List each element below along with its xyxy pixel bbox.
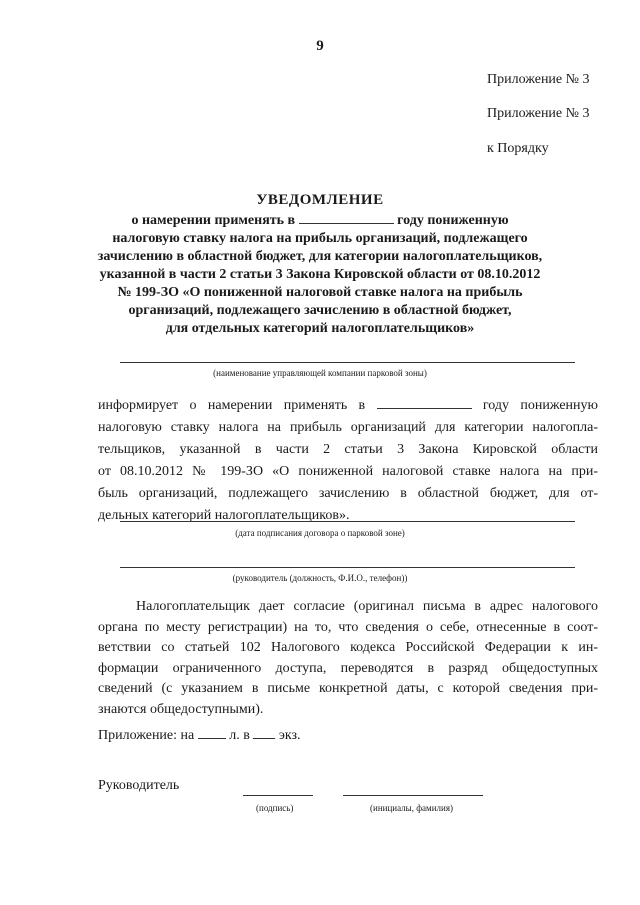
body-line-6: дельных категорий налогоплательщиков».	[98, 508, 350, 523]
consent-line-5: сведений (с указанием в письме конкретной даты, с которой сведения при-	[98, 681, 598, 696]
signature-caption: (подпись)	[256, 803, 294, 813]
body-line-1: информирует о намерении применять в году пониженную	[98, 398, 598, 413]
signature-line	[243, 795, 313, 796]
body-line-2: налоговую ставку налога на прибыль организаций для категории налогопла-	[98, 420, 598, 435]
signatory-label: Руководитель	[98, 778, 180, 793]
company-name-caption: (наименование управляющей компании парковой зоны)	[213, 368, 427, 378]
consent-line-4: формации ограниченного доступа, переводятся в разряд общедоступных	[98, 660, 598, 676]
body-line-3: тельщиков, указанной в части 2 статьи 3 Закона Кировской области	[98, 442, 598, 457]
order-reference: к Порядку	[487, 141, 549, 156]
subtitle-line-6: организаций, подлежащего зачислению в областной бюджет,	[128, 303, 512, 318]
manager-line	[120, 567, 575, 568]
subtitle-line-3: зачислению в областной бюджет, для категории налогоплательщиков,	[97, 249, 543, 264]
consent-line-1: Налогоплательщик дает согласие (оригинал письма в адрес налогового	[136, 599, 598, 614]
document-title: УВЕДОМЛЕНИЕ	[256, 192, 384, 208]
subtitle-line-4: указанной в части 2 статьи 3 Закона Кировской области от 08.10.2012	[99, 267, 541, 282]
subtitle-line-1: о намерении применять в году пониженную	[131, 213, 509, 228]
appendix-label-1: Приложение № 3	[487, 72, 590, 87]
initials-line	[343, 795, 483, 796]
attachment-line: Приложение: на л. в экз.	[98, 728, 301, 743]
contract-date-line	[120, 521, 575, 522]
consent-line-2: органа по месту регистрации) на то, что сведения о себе, отнесенные в соот-	[98, 619, 598, 635]
manager-caption: (руководитель (должность, Ф.И.О., телефон))	[232, 573, 408, 583]
copies-blank	[253, 738, 275, 739]
year-blank	[299, 223, 394, 224]
company-name-line	[120, 362, 575, 363]
body-line-5: быль организаций, подлежащего зачислению в областной бюджет, для от-	[98, 486, 598, 501]
initials-caption: (инициалы, фамилия)	[370, 803, 453, 813]
appendix-label-2: Приложение № 3	[487, 106, 590, 121]
body-paragraph	[98, 395, 598, 527]
consent-paragraph	[98, 597, 598, 720]
body-line-4: от 08.10.2012 № 199-ЗО «О пониженной налоговой ставке налога на при-	[98, 464, 598, 479]
body-year-blank	[377, 408, 472, 409]
pages-blank	[198, 738, 226, 739]
consent-line-3: ветствии со статьей 102 Налогового кодекса Российской Федерации к ин-	[98, 640, 598, 655]
consent-line-6: знаются общедоступными).	[98, 701, 264, 717]
contract-date-caption: (дата подписания договора о парковой зоне)	[235, 528, 405, 538]
document-subtitle	[80, 212, 560, 338]
subtitle-line-2: налоговую ставку налога на прибыль организаций, подлежащего	[112, 231, 528, 246]
subtitle-line-5: № 199-ЗО «О пониженной налоговой ставке налога на прибыль	[117, 285, 523, 300]
page-number: 9	[316, 38, 324, 54]
subtitle-line-7: для отдельных категорий налогоплательщиков»	[165, 321, 475, 336]
